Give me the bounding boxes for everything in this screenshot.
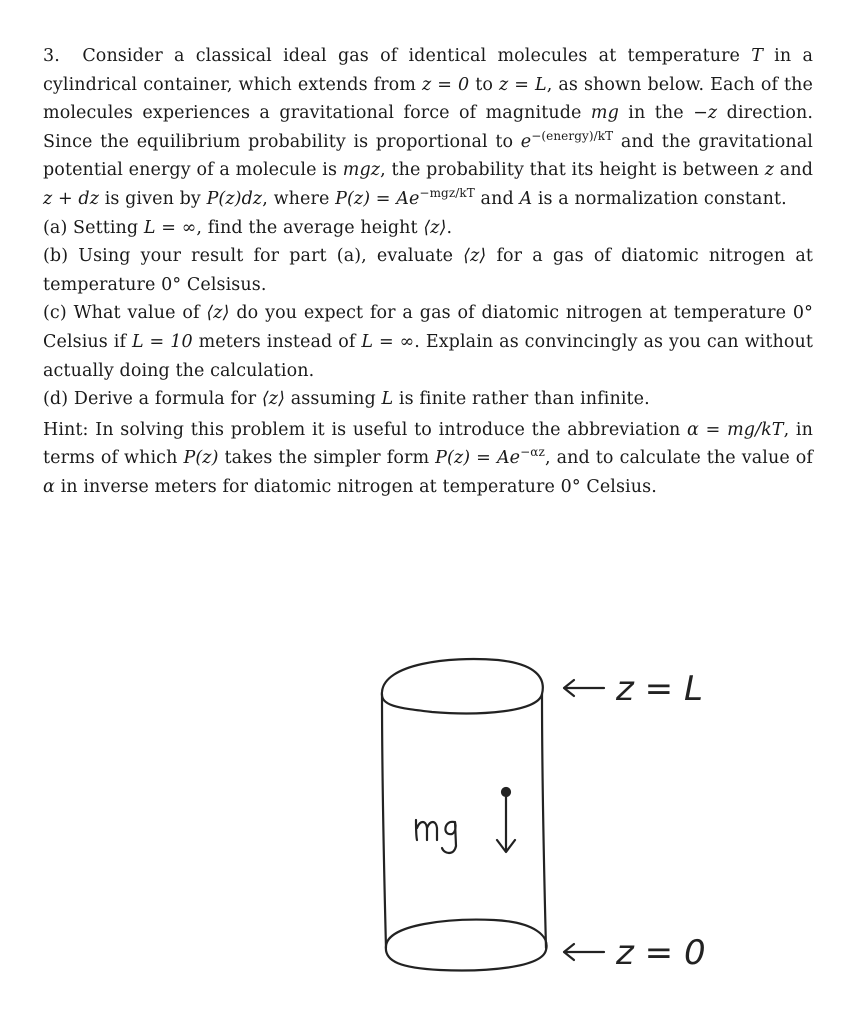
math-L: L (381, 389, 394, 410)
intro-text: and (474, 188, 520, 209)
math-A: A (519, 188, 533, 209)
math-alpha: α (43, 476, 55, 497)
math-zL: z = L (498, 74, 547, 95)
part-text: do you expect for a gas of diatomic nitrogen at temperature 0° Celsius if (43, 303, 813, 352)
hint-text: takes the simpler form (218, 448, 436, 469)
part-c (43, 299, 813, 385)
cylinder-left-wall (382, 694, 386, 948)
hint (43, 416, 813, 502)
cylinder-right-wall (542, 694, 546, 948)
hint-text: , and to calculate the value of (544, 448, 813, 469)
math-pz: P(z) = Ae (435, 448, 521, 469)
arrow-left-icon (564, 680, 604, 696)
part-text: (a) Setting (43, 217, 144, 238)
math-pz: P(z) = Ae (335, 188, 420, 209)
math-L-inf: L = ∞ (143, 217, 197, 238)
part-d (43, 385, 813, 414)
arrow-left-icon (564, 944, 604, 960)
math-avg-z: ⟨z⟩ (261, 389, 286, 410)
part-text: (b) Using your result for part (a), evaluate (43, 246, 464, 267)
math-L-10: L = 10 (131, 331, 193, 352)
intro-text: and the gravitational potential energy of a molecule is (43, 131, 813, 181)
top-label: z = L (616, 669, 703, 709)
intro-text: is given by (99, 188, 207, 209)
molecule-dot (502, 788, 510, 796)
math-avg-z: ⟨z⟩ (423, 217, 447, 238)
force-arrow-icon (497, 796, 515, 852)
hint-text: , in terms of which (43, 419, 813, 469)
part-text: . Explain as convincingly as you can without actually doing the calculation. (43, 331, 813, 381)
part-text: (c) What value of (43, 303, 207, 324)
math-T: T (751, 46, 763, 66)
bottom-label: z = 0 (616, 933, 706, 973)
part-a (43, 214, 813, 243)
math-e: e (520, 131, 532, 152)
intro-text: in the (618, 103, 694, 124)
cylinder-sketch (360, 650, 780, 990)
intro-text: , as shown below. Each of the molecules experiences a gravitational force of magnitude (43, 74, 813, 124)
intro-text: is a normalization constant. (532, 188, 787, 209)
math-alpha-def: α = mg/kT (687, 419, 784, 440)
part-b (43, 242, 813, 299)
part-text: , find the average height (196, 217, 424, 238)
math-exponent: −mgz/kT (419, 185, 475, 200)
math-avg-z: ⟨z⟩ (206, 303, 230, 324)
intro-text: , where (262, 188, 336, 209)
math-pz: P(z) (183, 448, 219, 469)
part-text: (d) Derive a formula for (43, 389, 262, 410)
intro-text: direction. Since the equilibrium probability is proportional to (43, 103, 814, 152)
cylinder-top-cap (382, 659, 543, 713)
part-text: is finite rather than infinite. (393, 389, 650, 410)
math-z: z (764, 160, 775, 181)
problem-intro (43, 42, 813, 214)
mg-scribble (416, 820, 456, 853)
part-text: for a gas of diatomic nitrogen at temperature 0° Celsisus. (43, 246, 814, 295)
math-z0: z = 0 (421, 74, 470, 95)
intro-text: , the probability that its height is between (380, 160, 765, 181)
cylinder-bottom-cap (386, 920, 547, 971)
problem-number: 3. (43, 46, 60, 66)
hint-text: in inverse meters for diatomic nitrogen at temperature 0° Celsius. (54, 476, 657, 497)
part-text: meters instead of (192, 331, 362, 352)
math-exponent: −αz (520, 445, 545, 460)
intro-text: Consider a classical ideal gas of identical molecules at temperature (82, 46, 752, 66)
math-exponent: −(energy)/kT (531, 128, 614, 143)
intro-text: and (774, 160, 813, 181)
part-text: assuming (285, 389, 382, 410)
math-minus-z: −z (693, 103, 718, 124)
math-pzdz: P(z)dz (206, 188, 263, 209)
part-text: . (446, 217, 453, 238)
math-mg: mg (590, 103, 619, 124)
math-avg-z: ⟨z⟩ (463, 246, 487, 267)
math-z-dz: z + dz (43, 188, 100, 209)
hint-text: Hint: In solving this problem it is useful to introduce the abbreviation (43, 419, 688, 440)
math-L-inf: L = ∞ (361, 331, 415, 352)
problem-text (43, 42, 813, 502)
intro-text: in a cylindrical container, which extends from (43, 46, 813, 95)
math-mgz: mgz (342, 160, 381, 181)
intro-text: to (469, 74, 499, 95)
